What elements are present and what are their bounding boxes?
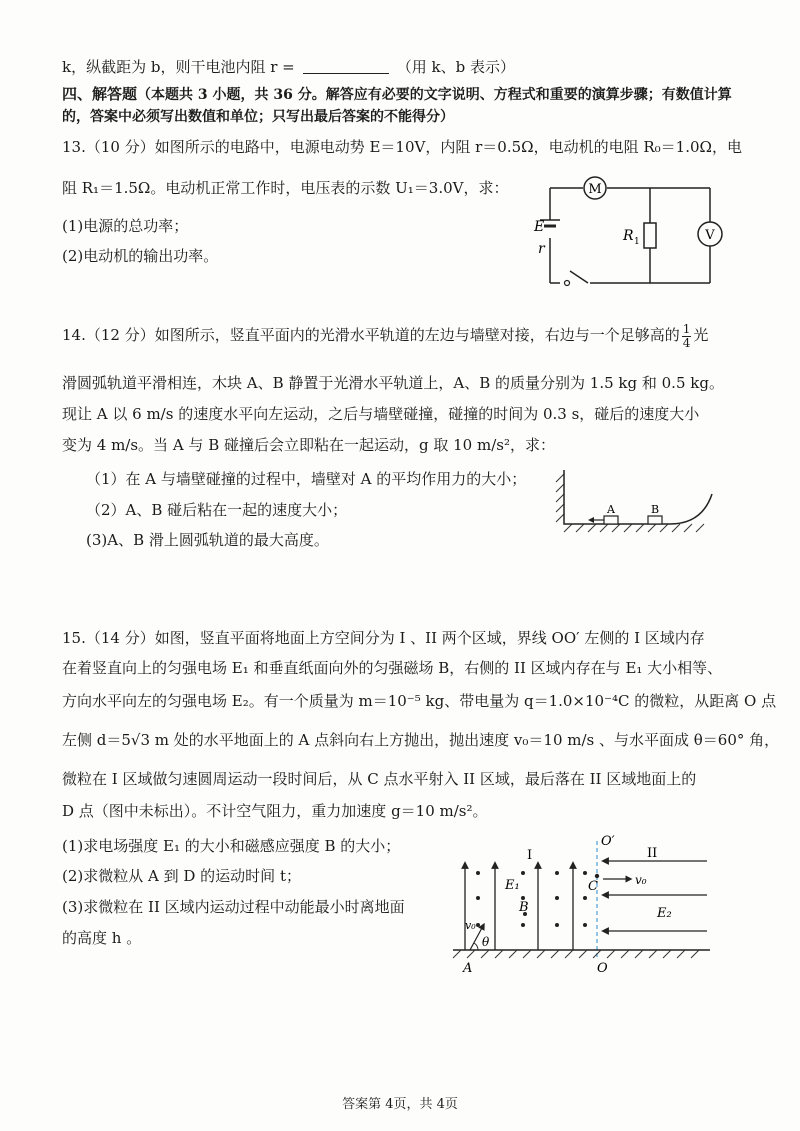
- top-line-text: k，纵截距为 b，则干电池内阻 r =: [62, 58, 295, 76]
- q15-field-figure: [445, 833, 725, 978]
- region-1-label: I: [527, 848, 533, 863]
- q14-sub-3: (3)A、B 滑上圆弧轨道的最大高度。: [86, 531, 329, 549]
- q14-line-1-end: 光: [693, 326, 709, 344]
- region-2-label: II: [647, 846, 658, 861]
- q14-line-1: [62, 322, 708, 350]
- block-a: [604, 516, 618, 524]
- v0-label: v₀: [635, 873, 647, 887]
- theta-label: θ: [482, 935, 490, 949]
- resistor-label: R: [623, 228, 634, 244]
- q13-sub-1: (1)电源的总功率；: [62, 217, 189, 235]
- q13-circuit-figure: [530, 168, 730, 293]
- q14-line-2: 滑圆弧轨道平滑相连，木块 A、B 静置于光滑水平轨道上，A、B 的质量分别为 1.5 kg 和 0.5 kg。: [62, 374, 724, 392]
- velocity-arrowhead: [588, 517, 594, 523]
- q15-line-4: 左侧 d＝5√3 m 处的水平地面上的 A 点斜向右上方抛出，抛出速度 v₀＝10 m/s 、与水平面成 θ＝60° 角，: [62, 731, 780, 749]
- switch-pivot: [565, 281, 570, 286]
- q15-line-6: D 点（图中未标出）。不计空气阻力，重力加速度 g＝10 m/s²。: [62, 802, 488, 820]
- track-profile: [564, 470, 712, 524]
- e1-label: E₁: [505, 878, 520, 893]
- fraction-denominator: 4: [682, 335, 691, 350]
- q15-sub-2: (2)求微粒从 A 到 D 的运动时间 t；: [62, 867, 301, 885]
- e2-field-lines: [605, 861, 707, 931]
- section-title: 四、解答题: [62, 85, 138, 103]
- top-line: [62, 57, 515, 77]
- block-a-label: A: [607, 503, 615, 516]
- voltmeter-label: V: [705, 228, 715, 243]
- c-label: C: [588, 879, 598, 894]
- point-c: [595, 874, 599, 878]
- q15-line-3: 方向水平向左的匀强电场 E₂。有一个质量为 m＝10⁻⁵ kg、带电量为 q＝1.0×10⁻⁴C 的微粒，从距离 O 点: [62, 692, 777, 710]
- o-label: O: [597, 961, 608, 976]
- q13-line-2: 阻 R₁＝1.5Ω。电动机正常工作时，电压表的示数 U₁＝3.0V，求：: [62, 179, 509, 197]
- q13-line-1: 13.（10 分）如图所示的电路中，电源电动势 E＝10V，内阻 r＝0.5Ω，电动机的电阻 R₀＝1.0Ω，电: [62, 138, 742, 156]
- ground-hatching: [453, 950, 699, 958]
- q15-sub-3b: 的高度 h 。: [62, 929, 142, 947]
- section-header: [62, 84, 732, 105]
- q15-sub-1: (1)求电场强度 E₁ 的大小和磁感应强度 B 的大小；: [62, 837, 401, 855]
- answer-blank[interactable]: [303, 59, 389, 74]
- wall-hatching: [556, 474, 564, 522]
- o-prime-label: O′: [601, 834, 615, 849]
- e2-label: E₂: [657, 906, 672, 921]
- resistor-r1: [644, 223, 656, 248]
- a-label: A: [463, 961, 473, 976]
- q14-line-4: 变为 4 m/s。当 A 与 B 碰撞后会立即粘在一起运动，g 取 10 m/s²，求：: [62, 436, 555, 454]
- quarter-fraction: [682, 323, 692, 350]
- b-label: B: [519, 900, 529, 915]
- q14-sub-1: （1）在 A 与墙壁碰撞的过程中，墙壁对 A 的平均作用力的大小；: [86, 470, 527, 488]
- q15-line-5: 微粒在 I 区域做匀速圆周运动一段时间后，从 C 点水平射入 II 区域，最后落在 II 区域地面上的: [62, 770, 697, 788]
- fraction-numerator: 1: [682, 321, 691, 336]
- section-intro: （本题共 3 小题，共 36 分。解答应有必要的文字说明、方程式和重要的演算步骤；有数值计算: [137, 87, 732, 103]
- q15-line-1: 15.（14 分）如图，竖直平面将地面上方空间分为 I 、II 两个区域，界线 OO′ 左侧的 I 区域内存: [62, 629, 705, 647]
- internal-r-label: r: [538, 241, 545, 257]
- top-line-hint: （用 k、b 表示）: [396, 58, 515, 76]
- motor-label: M: [588, 182, 602, 197]
- q14-line-1-text: 14.（12 分）如图所示，竖直平面内的光滑水平轨道的左边与墙壁对接，右边与一个足够高的: [62, 326, 680, 344]
- q14-track-figure: [552, 466, 722, 538]
- block-b: [648, 516, 662, 524]
- section-intro-2: 的，答案中必须写出数值和单位；只写出最后答案的不能得分）: [62, 109, 454, 125]
- ground-hatching: [564, 524, 704, 532]
- magnetic-field-dots: [476, 871, 587, 927]
- theta-arc: [474, 943, 478, 950]
- page-footer: 答案第 4页，共 4页: [342, 1097, 458, 1112]
- q15-sub-3a: (3)求微粒在 II 区域内运动过程中动能最小时离地面: [62, 898, 405, 916]
- emf-label: E: [534, 219, 545, 235]
- q15-line-2: 在着竖直向上的匀强电场 E₁ 和垂直纸面向外的匀强磁场 B，右侧的 II 区域内存在与 E₁ 大小相等、: [62, 659, 723, 677]
- v0-at-a-label: v₀: [465, 919, 476, 932]
- resistor-subscript: 1: [634, 237, 640, 247]
- q13-sub-2: (2)电动机的输出功率。: [62, 247, 219, 265]
- q14-line-3: 现让 A 以 6 m/s 的速度水平向左运动，之后与墙壁碰撞，碰撞的时间为 0.3 s，碰后的速度大小: [62, 405, 700, 423]
- q14-sub-2: （2）A、B 碰后粘在一起的速度大小；: [86, 501, 348, 519]
- block-b-label: B: [651, 503, 660, 516]
